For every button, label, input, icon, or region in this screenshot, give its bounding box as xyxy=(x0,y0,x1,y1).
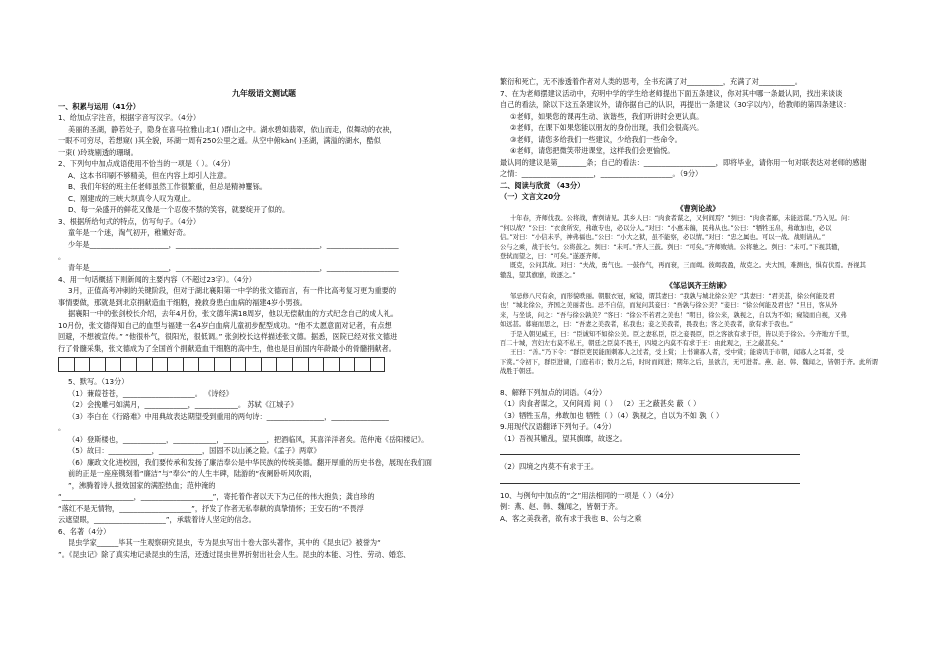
text-line: 登轼而望之，曰：“可矣。”遂逐齐师。 xyxy=(500,252,605,260)
text-line: 青年是______________________，________________________________________，____________________ xyxy=(68,263,399,273)
answer-grid-cell[interactable] xyxy=(261,357,277,372)
text-line: 例：燕、赵、韩、魏闻之，皆朝于齐。 xyxy=(500,502,623,512)
right-column xyxy=(500,0,896,524)
answer-line[interactable] xyxy=(500,475,800,484)
text-line: 之情：____________________，____________________。（9分） xyxy=(500,169,703,179)
text-line: 事情要做，那就是到北京捐献造血干细胞，挽救身患白血病的福建4岁小男孩。 xyxy=(58,297,307,307)
text-line: 少年是______________________，________________________________________，____________________ xyxy=(68,239,399,249)
text-line: “落红不是无情物，____________________”，抒发了作者无私奉献的真挚情怀；王安石的“不畏浮 xyxy=(58,503,364,513)
text-line: B、我们年轻的班主任老师虽然工作很繁重，但总是精神矍铄。 xyxy=(68,182,267,192)
text-line: 5、默写。（13分） xyxy=(68,377,129,387)
text-line: A、这本书印刷不够精美，但在内容上却引人注意。 xyxy=(68,170,232,180)
answer-grid-cell[interactable] xyxy=(370,357,386,372)
text-line: （2）会挽雕弓如满月，____________，____________。 苏轼《江城子》 xyxy=(68,400,298,410)
answer-line[interactable] xyxy=(500,446,800,455)
text-line: （1）蒹葭苍苍，____________________。 《诗经》 xyxy=(68,388,233,398)
text-line: 来，与坐谈，问之：“吾与徐公孰美？”客曰：“徐公不若君之美也！”明日，徐公来，孰视之，自以为不如；窥镜而自视，又弗 xyxy=(500,311,847,319)
text-line: 最认同的建议是第________条；自己的看法：____________________，即将毕业，请你用一句对联表达对老师的感谢 xyxy=(500,157,867,167)
answer-grid-cell[interactable] xyxy=(323,357,339,372)
text-line: 10月份，张文德得知自己的血型与福建一名4岁白血病儿童初步配型成功。“他不太愿意面对记者，有点想 xyxy=(58,320,392,330)
answer-grid-cell[interactable] xyxy=(167,357,183,372)
text-line: （3）李白在《行路难》中用典故表达期望受到重用的两句诗：________________，________________ xyxy=(68,411,389,421)
answer-grid-cell[interactable] xyxy=(152,357,168,372)
text-line: 前的正是一座座镌刻着“廉洁”与“奉公”的人生丰碑，陆游的“夜阑卧听风吹雨， xyxy=(68,469,317,479)
text-line: （5）故曰：____________，____________，国固不以山溪之险。《孟子》两章》 xyxy=(68,446,321,456)
section-heading: 二、阅读与欣赏 （43分） xyxy=(500,180,585,190)
text-line: 据襄阳一中的张剑校长介绍，去年4月份，张文德年满18周岁，他以无偿献血的方式纪念自己的成人礼。 xyxy=(68,309,398,319)
left-question-list xyxy=(58,101,470,561)
answer-grid-cell[interactable] xyxy=(120,357,136,372)
section-heading: 一、积累与运用（41分） xyxy=(58,101,140,111)
text-line: 10、与例句中加点的“之”用法相同的一项是（ ）（4分） xyxy=(500,490,678,500)
exam-title: 九年级语文测试题 xyxy=(232,89,296,98)
text-line: ③老师，请您多给我们一些建议，少给我们一些命令。 xyxy=(510,134,682,144)
text-line: 下赏。”令初下，群臣进谏，门庭若市；数月之后，时时而间进；期年之后，虽欲言，无可进者。燕、赵、韩、魏闻之，皆朝于齐。此所谓 xyxy=(500,358,878,366)
text-line: ②老师，在课下如果您能以朋友的身份出现，我们会很高兴。 xyxy=(510,123,704,133)
answer-grid-cell[interactable] xyxy=(89,357,105,372)
text-line: 1、给加点字注音，根据字音写汉字。（4分） xyxy=(58,113,201,123)
text-line: （2）四境之内莫不有求于王。 xyxy=(500,462,599,472)
answer-grid-cell[interactable] xyxy=(183,357,199,372)
text-line: “____________________，____________________”，寄托着作者以天下为己任的伟大抱负；龚自珍的 xyxy=(58,492,375,502)
text-line: 美丽的圣湖，静若处子，隐身在喜马拉雅山北1( )群山之中。湖水碧如翡翠，依山而走，似舞动的衣袂， xyxy=(68,124,397,134)
text-line: 7、在为老师摆建议活动中，充明中学的学生给老师提出下面五条建议，你对其中哪一条最认同，找出来谈谈 xyxy=(500,88,843,98)
text-line: 回避，不想被宣传。” “他很朴气，很阳光，很低调。” 张剑校长这样描述张文德。据悉，医院已经对张文德进 xyxy=(58,332,398,342)
answer-grid-cell[interactable] xyxy=(230,357,246,372)
text-line: 9.用现代汉语翻译下列句子。（4分） xyxy=(500,422,616,432)
text-line: 3、根据所给句式的特点，仿写句子。（4分） xyxy=(58,216,201,226)
text-line: （6）廉政文化进校园，我们要传承和发扬了廉洁奉公是中华民族的传统美德。翻开厚重的历史书卷，展现在我们面 xyxy=(68,457,432,467)
text-line: 战胜于朝廷。 xyxy=(500,368,538,376)
text-line: 公与之乘，战于长勺。公将鼓之。刿曰：“未可。”齐人三鼓。刿曰：“可矣。”齐师败绩。公将驰之。刿曰：“未可。”下视其辙， xyxy=(500,243,844,251)
text-line: 3月，正值高考冲刺的关键阶段，但对于湖北襄阳第一中学的张文德而言，有一件比高考复习更为重要的 xyxy=(68,286,397,296)
text-line: 王曰：“善。”乃下令：“群臣吏民能面刺寡人之过者，受上赏；上书谏寡人者，受中赏；能谤讥于市朝，闻寡人之耳者，受 xyxy=(510,349,845,357)
spacer xyxy=(500,377,896,387)
text-line: 昆虫学家______毕其一生观察研究昆虫，专为昆虫写出十卷大部头著作，其中的《昆虫记》被誉为“ xyxy=(68,538,381,548)
text-line: 繁衍和死亡，无不渗透着作者对人类的思考，全书充满了对__________，充满了对__________。 xyxy=(500,77,802,86)
text-line: 于是入朝见威王，曰：“臣诚知不如徐公美。臣之妻私臣，臣之妾畏臣，臣之客欲有求于臣，皆以美于徐公。今齐地方千里， xyxy=(510,330,854,338)
text-line: （1）肉食者谋之，又何间焉 间（ ） （2）王之蔽甚矣 蔽（ ） xyxy=(500,399,701,409)
text-line: “何以战？”公曰：“衣食所安，弗敢专也，必以分人。”对曰：“小惠未徧，民弗从也。”公曰：“牺牲玉帛，弗敢加也，必以 xyxy=(500,224,832,232)
text-line: 8、解释下列加点的词语。（4分） xyxy=(500,387,607,397)
text-line: 如远甚。暮寝而思之，曰：“吾妻之美我者，私我也；妾之美我者，畏我也；客之美我者，欲有求于我也。” xyxy=(500,321,794,329)
answer-grid-cell[interactable] xyxy=(214,357,230,372)
text-line: 4、用一句话概括下则新闻的主要内容（不超过23字）。（4分） xyxy=(58,274,256,284)
answer-grid-cell[interactable] xyxy=(308,357,324,372)
text-line: 云遮望眼，____________________”，承载着诗人坚定的信念。 xyxy=(58,515,256,525)
text-line: 邹忌修八尺有余，而形貌昳丽。朝服衣冠，窥镜，谓其妻曰：“我孰与城北徐公美？”其妻曰：“君美甚，徐公何能及君 xyxy=(510,292,835,300)
text-line: 信。”对曰：“小信未孚，神弗福也。”公曰：“小大之狱，虽不能察，必以情。”对曰：“忠之属也。可以一战。战则请从。” xyxy=(500,234,826,242)
text-line: C、刚建成的三峡大坝真令人叹为观止。 xyxy=(68,193,196,203)
text-line: 一束( )玲珑剔透的珊瑚。 xyxy=(58,147,138,157)
text-line: 行了骨髓采集，张文德成为了全国首个捐献造血干细胞的高中生，他也是目前国内年龄最小的骨髓捐献者。 xyxy=(58,343,396,353)
text-line: 童年是一个迷，淘气初开，稚嫩好奇。 xyxy=(68,228,191,238)
answer-grid-cell[interactable] xyxy=(292,357,308,372)
text-line: 辙乱，望其旗靡，故逐之。” xyxy=(500,271,576,279)
section-heading: （一）文言文20分 xyxy=(500,192,561,202)
text-line: D、每一朵盛开的鲜花又像是一个忍俊不禁的笑容，就要绽开了似的。 xyxy=(68,205,290,215)
text-line: （1）吾视其辙乱，望其旗靡，故逐之。 xyxy=(500,433,627,443)
text-line: 既克，公问其故。对曰：“夫战，勇气也。一鼓作气，再而衰，三而竭。彼竭我盈，故克之。夫大国，难测也，惧有伏焉。吾视其 xyxy=(510,262,866,270)
answer-grid[interactable] xyxy=(58,357,470,372)
left-column xyxy=(58,0,470,560)
answer-grid-cell[interactable] xyxy=(136,357,152,372)
text-line: ”。《昆虫记》除了真实地记录昆虫的生活，还透过昆虫世界折射出社会人生。昆虫的本能、习性、劳动、婚恋、 xyxy=(58,549,411,559)
text-line: ”，沸腾着诗人报效国家的满腔热血；范仲淹的 xyxy=(68,480,216,490)
text-line: 2、下列句中加点成语使用不恰当的一项是（ ）。（4分） xyxy=(58,159,235,169)
right-question-list xyxy=(500,76,896,524)
answer-grid-cell[interactable] xyxy=(245,357,261,372)
text-line: ①老师，如果您的课再生动、诙谐些，我们听讲时会更认真。 xyxy=(510,111,704,121)
text-line: 一眼不可穷尽，若想窥( )其全貌，环湖一周有250公里之遥。从空中俯kàn( )圣湖，满溢的湖水，酷似 xyxy=(58,136,381,146)
answer-grid-cell[interactable] xyxy=(354,357,370,372)
text-line: 也！”城北徐公，齐国之美丽者也。忌不自信，而复问其妾曰：“吾孰与徐公美？”妾曰：“徐公何能及君也？”旦日，客从外 xyxy=(500,302,838,310)
text-line: 。 xyxy=(58,251,66,261)
text-line: （4）登斯楼也，____________，____________，____________，把酒临风，其喜洋洋者矣。范仲淹《岳阳楼记》。 xyxy=(68,434,429,444)
text-line: 。 xyxy=(58,423,66,433)
answer-grid-cell[interactable] xyxy=(105,357,121,372)
text-line: 百二十城，宫妇左右莫不私王，朝廷之臣莫不畏王，四境之内莫不有求于王：由此观之，王之蔽甚矣。” xyxy=(500,339,784,347)
text-line: 十年春，齐师伐我。公将战，曹刿请见。其乡人曰：“肉食者谋之，又何间焉？”刿曰：“肉食者鄙，未能远谋。”乃入见。问： xyxy=(510,215,854,223)
answer-grid-cell[interactable] xyxy=(74,357,90,372)
answer-grid-cell[interactable] xyxy=(339,357,355,372)
answer-grid-cell[interactable] xyxy=(276,357,292,372)
text-line: ④老师，请您把微笑带进课堂，这样我们会更愉悦。 xyxy=(510,146,675,156)
text-line: 6、名著（4分） xyxy=(58,526,111,536)
text-line: 自己的看法，除以下这五条建议外，请你据自己的认识，再提出一条建议（30字以内），给教师的第四条建议： xyxy=(500,100,851,110)
answer-grid-cell[interactable] xyxy=(58,357,74,372)
passage-title: 《曹刿论战》 xyxy=(676,203,720,213)
answer-grid-cell[interactable] xyxy=(198,357,214,372)
passage-title: 《邹忌讽齐王纳谏》 xyxy=(665,281,731,291)
text-line: A、客之美我者，欲有求于我也 B、公与之乘 xyxy=(500,513,642,523)
text-line: （3）牺牲玉帛，弗敢加也 牺牲（ ）（4）孰视之，自以为不如 孰（ ） xyxy=(500,410,724,420)
